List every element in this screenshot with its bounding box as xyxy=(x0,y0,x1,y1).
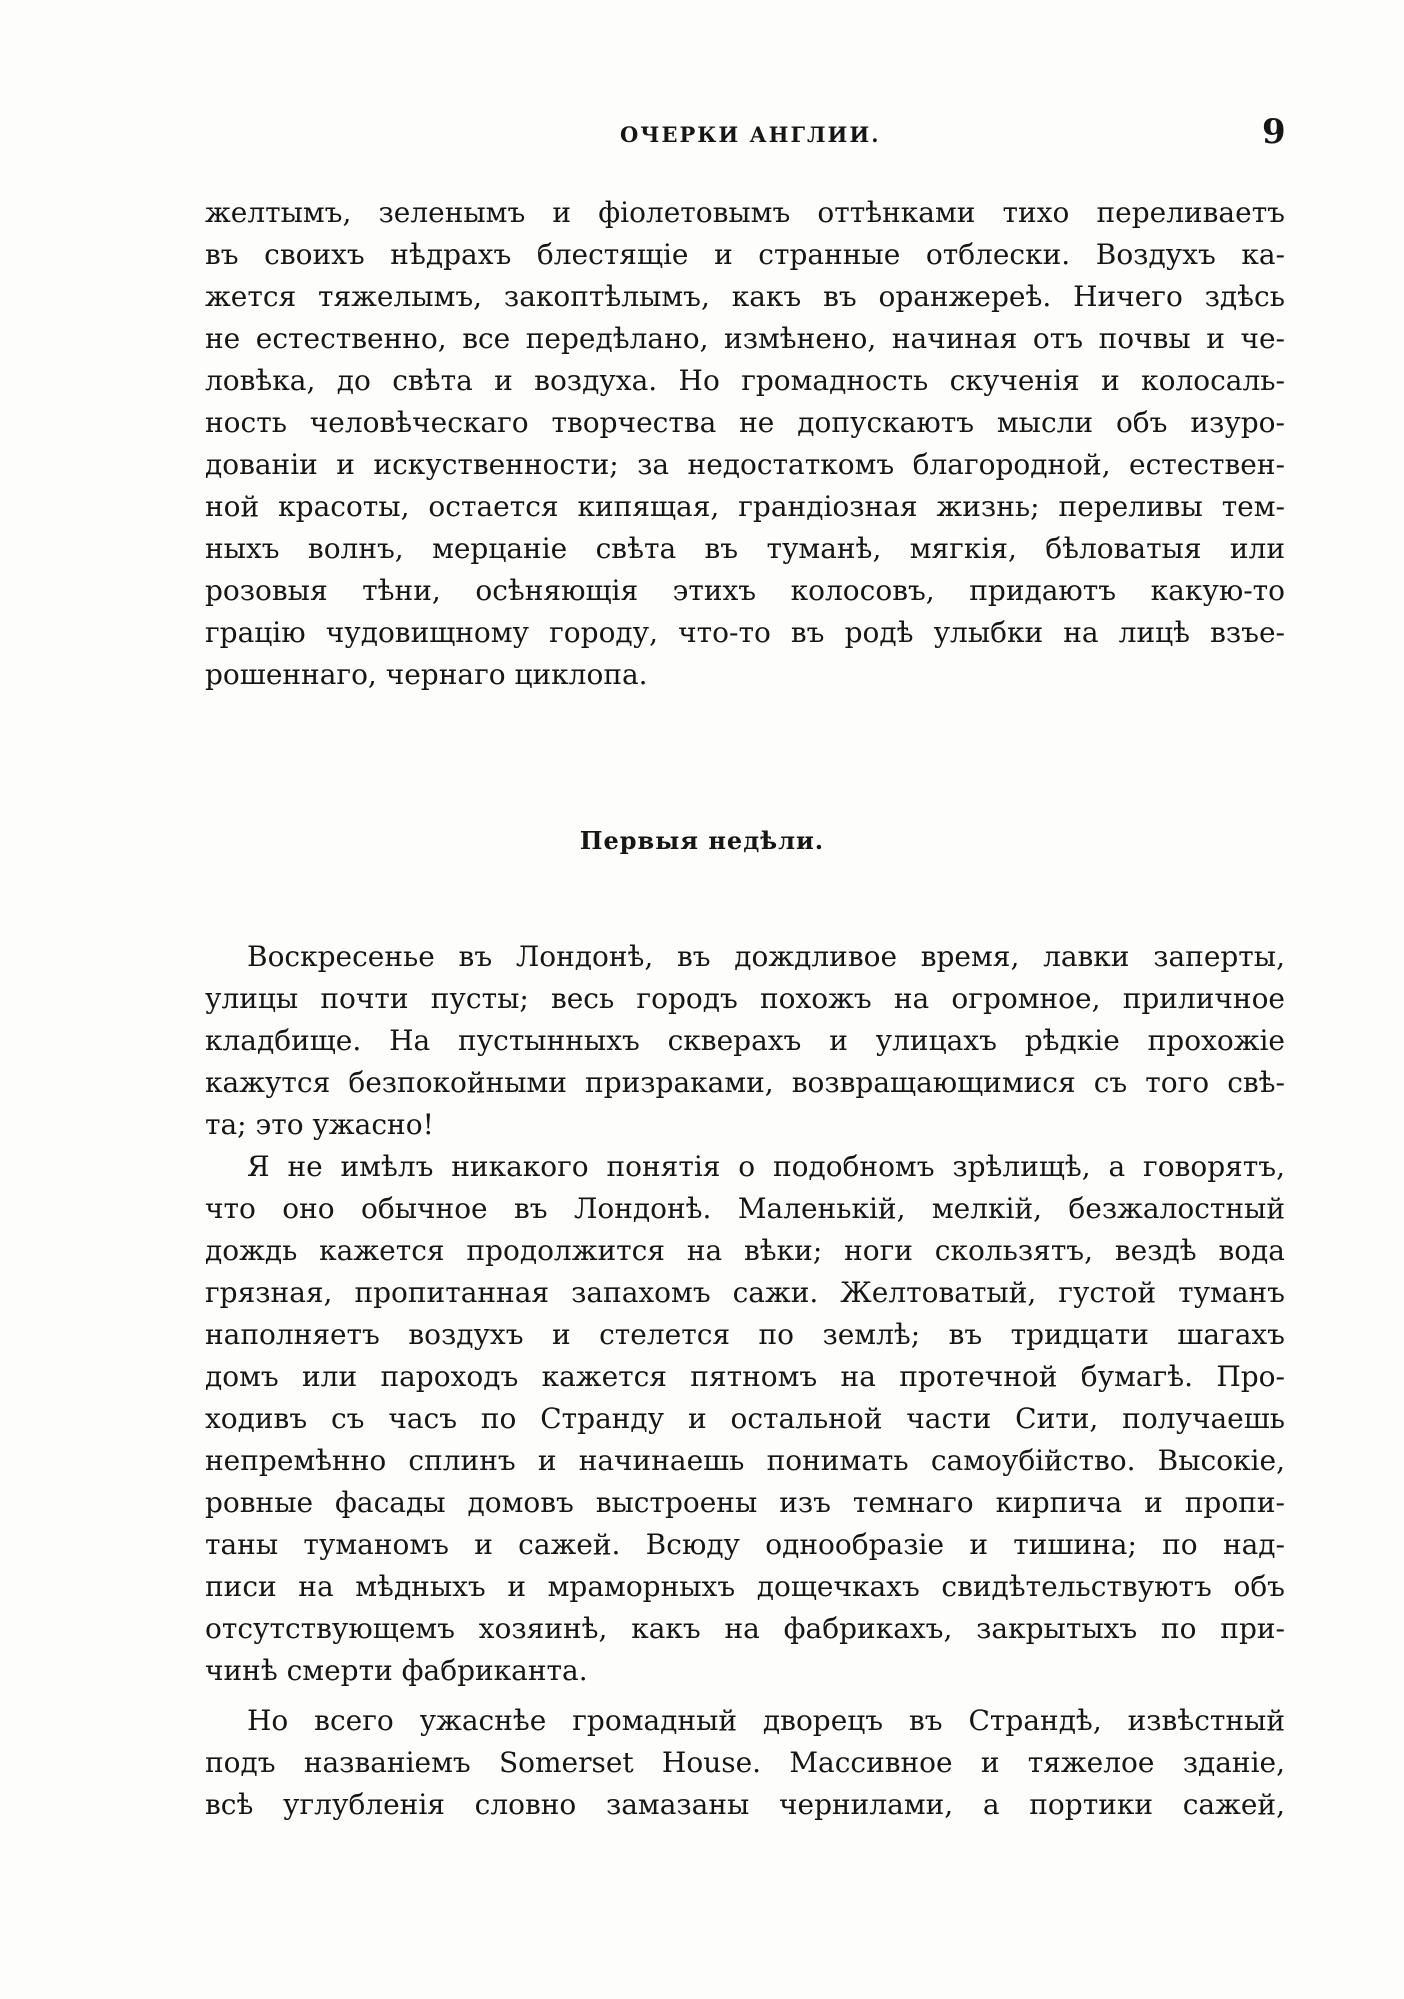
text-line: ной красоты, остается кипящая, грандіозная жизнь; переливы тем- xyxy=(205,490,1285,523)
page-number: 9 xyxy=(1262,112,1286,152)
section-heading: Первыя недѣли. xyxy=(579,826,825,855)
paragraph xyxy=(205,1146,1285,1692)
text-block-continuation xyxy=(205,192,1285,696)
text-line: дованіи и искуственности; за недостаткомъ благородной, естествен- xyxy=(205,448,1285,481)
text-line: чинѣ смерти фабриканта. xyxy=(205,1654,588,1687)
text-line: не естественно, все передѣлано, измѣнено, начиная отъ почвы и че- xyxy=(205,322,1285,355)
text-line: что оно обычное въ Лондонѣ. Маленькій, мелкій, безжалостный xyxy=(205,1192,1285,1225)
paragraph xyxy=(205,936,1285,1146)
text-line: всѣ углубленія словно замазаны чернилами, а портики сажей, xyxy=(205,1788,1285,1821)
text-line: ность человѣческаго творчества не допускаютъ мысли объ изуро- xyxy=(205,406,1285,439)
text-line: кажутся безпокойными призраками, возвращающимися съ того свѣ- xyxy=(205,1066,1285,1099)
text-line: домъ или пароходъ кажется пятномъ на протечной бумагѣ. Про- xyxy=(205,1360,1285,1393)
text-line: непремѣнно сплинъ и начинаешь понимать самоубійство. Высокіе, xyxy=(205,1444,1285,1477)
text-line: жется тяжелымъ, закоптѣлымъ, какъ въ оранжереѣ. Ничего здѣсь xyxy=(205,280,1285,313)
text-line: отсутствующемъ хозяинѣ, какъ на фабрикахъ, закрытыхъ по при- xyxy=(205,1612,1285,1645)
text-line: розовыя тѣни, осѣняющія этихъ колосовъ, придаютъ какую-то xyxy=(205,574,1285,607)
text-line: подъ названіемъ Somerset House. Массивное и тяжелое зданіе, xyxy=(205,1746,1285,1779)
text-line: Но всего ужаснѣе громадный дворецъ въ Страндѣ, извѣстный xyxy=(247,1704,1285,1737)
text-line: ныхъ волнъ, мерцаніе свѣта въ туманѣ, мягкія, бѣловатыя или xyxy=(205,532,1285,565)
running-title: ОЧЕРКИ АНГЛИИ. xyxy=(620,122,881,147)
text-line: наполняетъ воздухъ и стелется по землѣ; въ тридцати шагахъ xyxy=(205,1318,1285,1351)
paragraph xyxy=(205,1700,1285,1826)
text-block-section-2 xyxy=(205,936,1285,1826)
text-line: дождь кажется продолжится на вѣки; ноги скользятъ, вездѣ вода xyxy=(205,1234,1285,1267)
text-line: въ своихъ нѣдрахъ блестящіе и странные отблески. Воздухъ ка- xyxy=(205,238,1285,271)
text-line: Я не имѣлъ никакого понятія о подобномъ зрѣлищѣ, а говорятъ, xyxy=(247,1150,1285,1183)
text-line: грацію чудовищному городу, что-то въ родѣ улыбки на лицѣ взъе- xyxy=(205,616,1285,649)
text-line: рошеннаго, чернаго циклопа. xyxy=(205,658,648,691)
text-line: таны туманомъ и сажей. Всюду однообразіе и тишина; по над- xyxy=(205,1528,1285,1561)
text-line: улицы почти пусты; весь городъ похожъ на огромное, приличное xyxy=(205,982,1285,1015)
text-line: ходивъ съ часъ по Странду и остальной части Сити, получаешь xyxy=(205,1402,1285,1435)
text-line: писи на мѣдныхъ и мраморныхъ дощечкахъ свидѣтельствуютъ объ xyxy=(205,1570,1285,1603)
text-line: Воскресенье въ Лондонѣ, въ дождливое время, лавки заперты, xyxy=(247,940,1285,973)
text-line: кладбище. На пустынныхъ скверахъ и улицахъ рѣдкіе прохожіе xyxy=(205,1024,1285,1057)
text-line: грязная, пропитанная запахомъ сажи. Желтоватый, густой туманъ xyxy=(205,1276,1285,1309)
text-line: ловѣка, до свѣта и воздуха. Но громадность скученія и колосаль- xyxy=(205,364,1285,397)
text-line: желтымъ, зеленымъ и фіолетовымъ оттѣнками тихо переливаетъ xyxy=(205,196,1285,229)
text-line: ровные фасады домовъ выстроены изъ темнаго кирпича и пропи- xyxy=(205,1486,1285,1519)
text-line: та; это ужасно! xyxy=(205,1108,434,1141)
